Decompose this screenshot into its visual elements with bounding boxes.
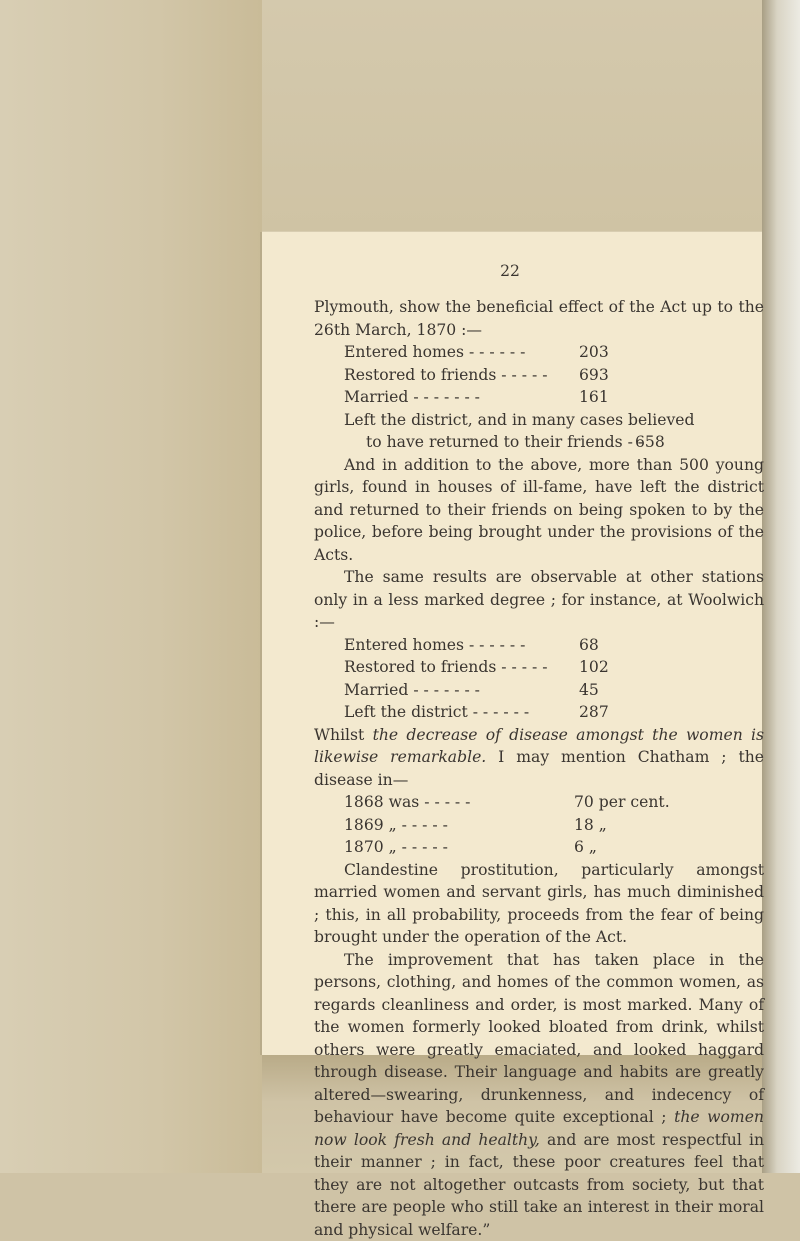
improvement-italic: the women now look fresh and healthy, xyxy=(314,1108,764,1149)
whilst-post: I may mention Chatham ; the disease in— xyxy=(314,748,764,789)
stat-row xyxy=(314,814,764,837)
background-left xyxy=(0,0,262,1173)
stat-value: 6 „ xyxy=(574,836,597,859)
stat-row xyxy=(314,341,764,364)
page-number: 22 xyxy=(256,260,764,284)
chatham-stats xyxy=(314,791,764,859)
intro-paragraph: Plymouth, show the beneficial effect of the Act up to the 26th March, 1870 :— xyxy=(314,296,764,341)
stat-value: 203 xyxy=(579,341,649,364)
stat-label: Left the district - - - - - - xyxy=(314,701,579,724)
stat-row xyxy=(314,656,764,679)
stat-label: Married - - - - - - - xyxy=(314,679,579,702)
left-district-line2: to have returned to their friends - - xyxy=(314,431,616,454)
improvement-post: and are most respectful in their manner ; in fact, these poor creatures feel that they are not altogether outcasts from society, but that there are people who still take an interest in their moral and physical welfare.” xyxy=(314,1131,764,1239)
improvement-pre: The improvement that has taken place in the persons, clothing, and homes of the common women, as regards cleanliness and order, is most marked. Many of the women formerly looked bloated from drink, whilst others were greatly emaciated, and looked haggard through disease. Their language and habits are greatly altered—swearing, drunkenness, and indecency of behaviour have become quite exceptional ; xyxy=(314,951,764,1127)
paragraph-addition: And in addition to the above, more than 500 young girls, found in houses of ill-fame, have left the district and returned to their friends on being spoken to by the police, before being brought under the provisions of the Acts. xyxy=(314,454,764,567)
stat-row xyxy=(314,701,764,724)
stat-label: Restored to friends - - - - - xyxy=(314,364,579,387)
stat-row xyxy=(314,634,764,657)
stat-value: 161 xyxy=(579,386,649,409)
stat-row xyxy=(314,386,764,409)
stat-label: Restored to friends - - - - - xyxy=(314,656,579,679)
whilst-pre: Whilst xyxy=(314,726,373,744)
stat-value: 287 xyxy=(579,701,649,724)
paragraph-clandestine: Clandestine prostitution, particularly amongst married women and servant girls, has much diminished ; this, in all probability, proceeds from the fear of being brought under the operation of the Act. xyxy=(314,859,764,949)
stat-row xyxy=(314,791,764,814)
stat-value: 68 xyxy=(579,634,649,657)
stat-row xyxy=(314,364,764,387)
stat-label: Married - - - - - - - xyxy=(314,386,579,409)
stat-label: 1870 „ - - - - - xyxy=(314,836,574,859)
book-spine-edge xyxy=(762,0,800,1173)
stat-label: 1869 „ - - - - - xyxy=(314,814,574,837)
plymouth-stats xyxy=(314,341,764,454)
stat-value: 70 per cent. xyxy=(574,791,670,814)
page-text xyxy=(314,260,764,1241)
stat-value: 693 xyxy=(579,364,649,387)
stat-label: Entered homes - - - - - - xyxy=(314,341,579,364)
stat-value: 658 xyxy=(635,431,665,454)
paragraph-whilst xyxy=(314,724,764,792)
woolwich-stats xyxy=(314,634,764,724)
stat-label: 1868 was - - - - - xyxy=(314,791,574,814)
background-top xyxy=(262,0,800,232)
stat-row xyxy=(314,679,764,702)
stat-row xyxy=(314,431,764,454)
stat-value: 45 xyxy=(579,679,649,702)
left-district-line1: Left the district, and in many cases believed xyxy=(314,409,764,432)
stat-label: Entered homes - - - - - - xyxy=(314,634,579,657)
stat-value: 102 xyxy=(579,656,649,679)
whilst-italic: the decrease of disease amongst the women is likewise remarkable. xyxy=(314,726,764,767)
paragraph-improvement xyxy=(314,949,764,1241)
paragraph-same-results: The same results are observable at other stations only in a less marked degree ; for instance, at Woolwich :— xyxy=(314,566,764,634)
stat-row xyxy=(314,836,764,859)
stat-value: 18 „ xyxy=(574,814,607,837)
